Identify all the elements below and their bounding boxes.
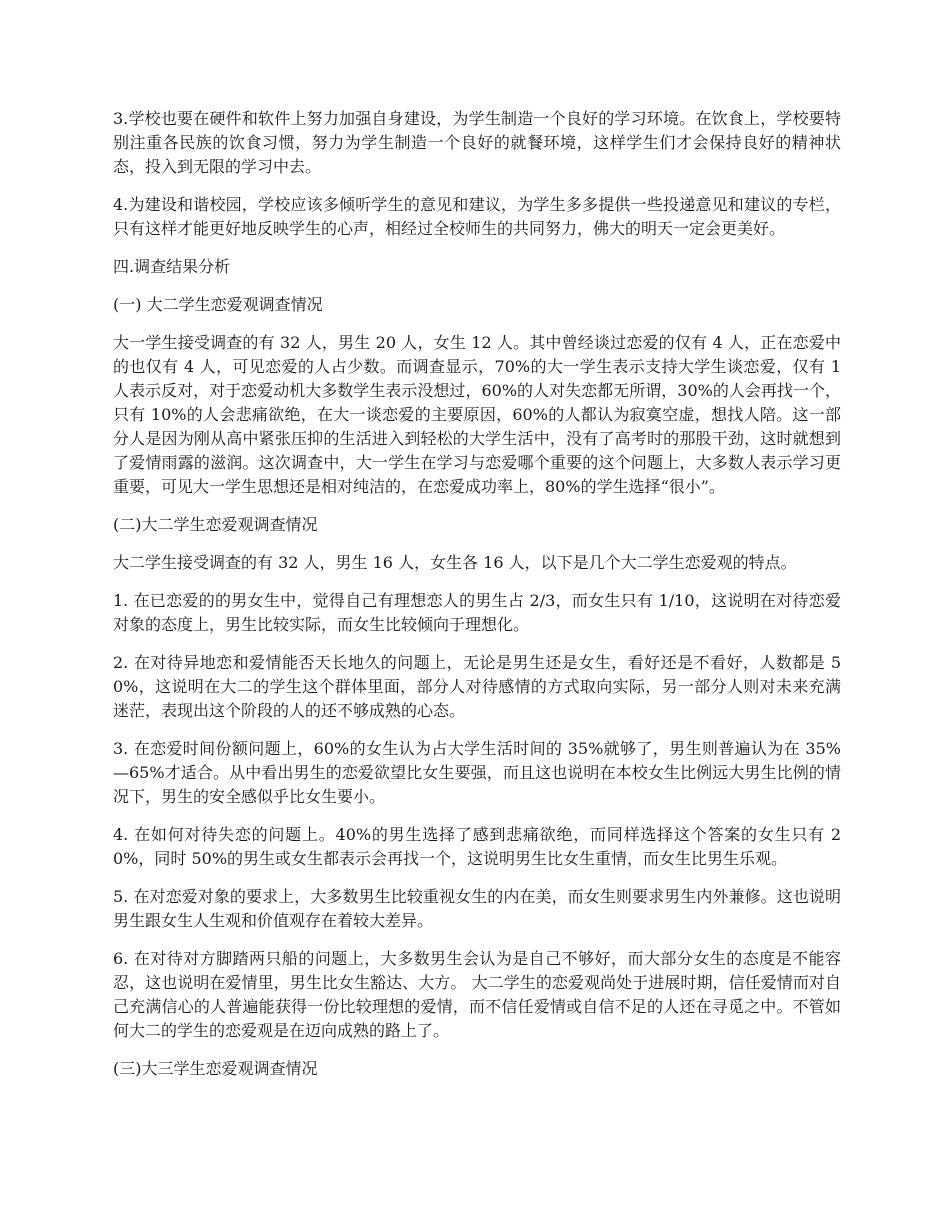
paragraph-point-2: 2. 在对待异地恋和爱情能否天长地久的问题上，无论是男生还是女生，看好还是不看好，人数都是 50%，这说明在大二的学生这个群体里面，部分人对待感情的方式取向实际，另一部分人则对未来充满迷茫，表现出这个阶段的人的还不够成熟的心态。 xyxy=(113,653,841,720)
subsection-heading-3: (三)大三学生恋爱观调查情况 xyxy=(113,1059,318,1078)
paragraph-point-5: 5. 在对恋爱对象的要求上，大多数男生比较重视女生的内在美，而女生则要求男生内外兼修。这也说明男生跟女生人生观和价值观存在着较大差异。 xyxy=(113,887,841,930)
paragraph-item-3: 3.学校也要在硬件和软件上努力加强自身建设，为学生制造一个良好的学习环境。在饮食上，学校要特别注重各民族的饮食习惯，努力为学生制造一个良好的就餐环境，这样学生们才会保持良好的精神状态，投入到无限的学习中去。 xyxy=(113,109,841,176)
paragraph-point-6: 6. 在对待对方脚踏两只船的问题上，大多数男生会认为是自己不够好，而大部分女生的态度是不能容忍，这也说明在爱情里，男生比女生豁达、大方。 大二学生的恋爱观尚处于进展时期，信任爱情而对自己充满信心的人普遍能获得一份比较理想的爱情，而不信任爱情或自信不足的人还在寻觅之中。不管如何大二的学生的恋爱观是在迈向成熟的路上了。 xyxy=(113,949,841,1040)
document-page xyxy=(113,107,841,1095)
paragraph-point-1: 1. 在已恋爱的的男女生中，觉得自己有理想恋人的男生占 2/3，而女生只有 1/10，这说明在对待恋爱对象的态度上，男生比较实际，而女生比较倾向于理想化。 xyxy=(113,591,841,634)
paragraph-freshman-survey: 大一学生接受调查的有 32 人，男生 20 人，女生 12 人。其中曾经谈过恋爱的仅有 4 人，正在恋爱中的也仅有 4 人，可见恋爱的人占少数。而调查显示，70%的大一学生表示支持大学生谈恋爱，仅有 1 人表示反对，对于恋爱动机大多数学生表示没想过，60%的人对失恋都无所谓，30%的人会再找一个，只有 10%的人会悲痛欲绝，在大一谈恋爱的主要原因，60%的人都认为寂寞空虚，想找人陪。这一部分人是因为刚从高中紧张压抑的生活进入到轻松的大学生活中，没有了高考时的那股干劲，这时就想到了爱情雨露的滋润。这次调查中，大一学生在学习与恋爱哪个重要的这个问题上，大多数人表示学习更重要，可见大一学生思想还是相对纯洁的，在恋爱成功率上，80%的学生选择“很小”。 xyxy=(113,333,841,496)
subsection-heading-2: (二)大二学生恋爱观调查情况 xyxy=(113,515,318,534)
section-heading-analysis: 四.调查结果分析 xyxy=(113,257,231,276)
paragraph-item-4: 4.为建设和谐校园，学校应该多倾听学生的意见和建议，为学生多多提供一些投递意见和建议的专栏，只有这样才能更好地反映学生的心声，相经过全校师生的共同努力，佛大的明天一定会更美好。 xyxy=(113,195,841,238)
paragraph-point-3: 3. 在恋爱时间份额问题上，60%的女生认为占大学生活时间的 35%就够了，男生则普遍认为在 35%—65%才适合。从中看出男生的恋爱欲望比女生要强，而且这也说明在本校女生比例远大男生比例的情况下，男生的安全感似乎比女生要小。 xyxy=(113,739,841,806)
paragraph-point-4: 4. 在如何对待失恋的问题上。40%的男生选择了感到悲痛欲绝，而同样选择这个答案的女生只有 20%，同时 50%的男生或女生都表示会再找一个，这说明男生比女生重情，而女生比男生乐观。 xyxy=(113,825,841,868)
subsection-heading-1: (一) 大二学生恋爱观调查情况 xyxy=(113,295,323,314)
paragraph-sophomore-intro: 大二学生接受调查的有 32 人，男生 16 人，女生各 16 人，以下是几个大二学生恋爱观的特点。 xyxy=(113,553,797,572)
